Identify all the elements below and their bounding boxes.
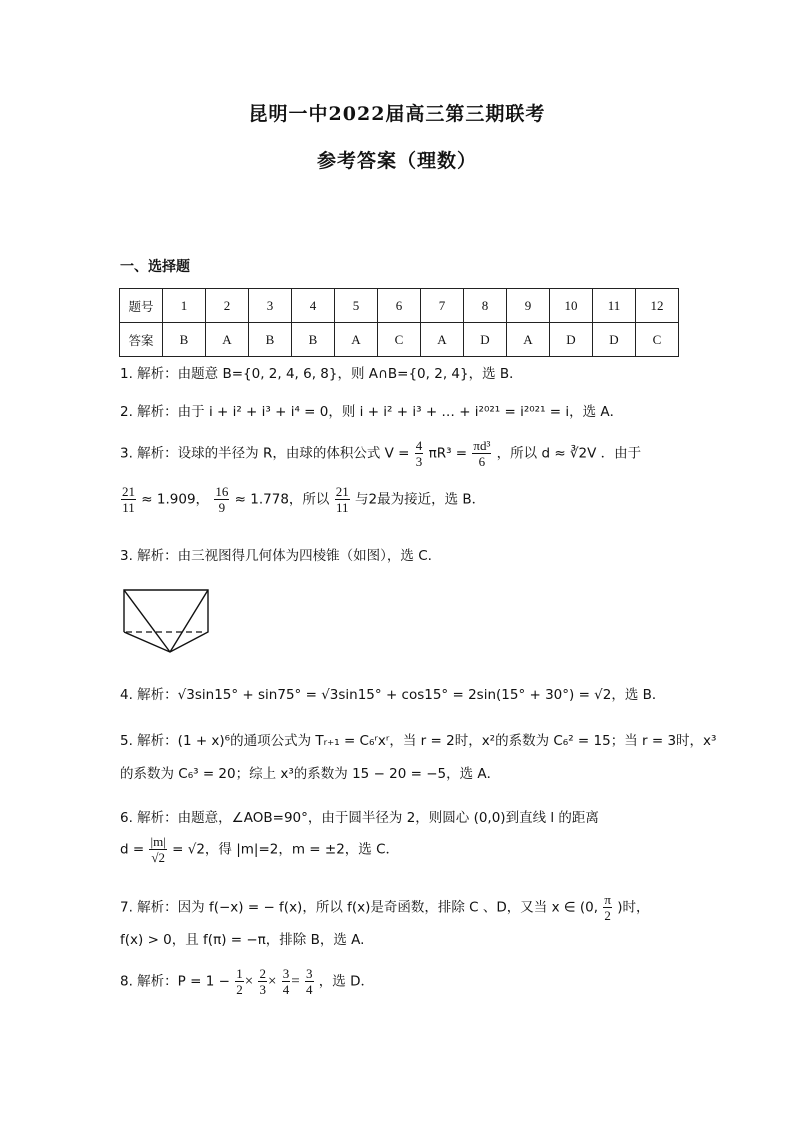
fraction-den: 2 [604, 908, 611, 923]
page-title: 昆明一中2022届高三第三期联考 [248, 103, 546, 125]
table-cell: 4 [292, 289, 335, 323]
solution-6: 6. 解析：由题意，∠AOB=90°，由于圆半径为 2，则圆心 (0,0)到直线 l 的距离 [120, 810, 599, 826]
fraction-num: 3 [282, 966, 290, 981]
solution-text: ≈ 1.909， [141, 491, 210, 508]
fraction [258, 966, 267, 997]
fraction-den: 6 [478, 454, 486, 469]
table-cell: C [636, 323, 679, 357]
fraction-num: π [604, 892, 611, 907]
fraction [214, 484, 229, 515]
solution-7-continued: f(x) > 0，且 f(π) = −π，排除 B，选 A. [120, 932, 365, 948]
solution-text: 3. 解析：设球的半径为 R，由球的体积公式 V = [120, 445, 410, 462]
solution-5-continued: 的系数为 C₆³ = 20；综上 x³的系数为 15 − 20 = −5，选 A． [120, 766, 501, 782]
fraction-num: 2 [259, 966, 266, 981]
solution-8: 8. 解析：P = 1 − $\frac{1}{2}$ × $\frac{2}{3}$ × $\frac{3}{4}$ = $\frac{3}{4}$ ，选 D． [120, 966, 374, 997]
section-heading: 一、选择题 [120, 259, 190, 275]
fraction-num: |m| [150, 834, 166, 849]
fraction [603, 892, 612, 923]
table-cell: C [378, 323, 421, 357]
table-cell: D [464, 323, 507, 357]
table-cell: B [163, 323, 206, 357]
table-cell: A [421, 323, 464, 357]
solution-2: 2. 解析：由于 i + i² + i³ + i⁴ = 0，则 i + i² + i³ + … + i²⁰²¹ = i²⁰²¹ = i，选 A． [120, 404, 624, 420]
table-cell: 10 [550, 289, 593, 323]
solution-text: ≈ 1.778，所以 [234, 491, 330, 508]
solution-3 [120, 438, 641, 469]
solution-3b: 3. 解析：由三视图得几何体为四棱锥（如图），选 C. [120, 548, 432, 564]
solution-text: = √2，得 |m|=2，m = ±2，选 C． [172, 841, 400, 858]
fraction [415, 438, 424, 469]
fraction [149, 834, 166, 865]
fraction-num: 4 [415, 438, 423, 453]
table-cell: 7 [421, 289, 464, 323]
solution-text: 与2最为接近，选 B． [355, 491, 486, 508]
solution-4: 4. 解析：√3sin15° + sin75° = √3sin15° + cos15° = 2sin(15° + 30°) = √2，选 B． [120, 687, 666, 703]
solution-3-continued [120, 484, 485, 515]
fraction-den: 9 [218, 500, 226, 515]
table-row-label: 题号 [120, 289, 163, 323]
fraction [472, 438, 491, 469]
fraction [282, 966, 291, 997]
table-cell: D [593, 323, 636, 357]
fraction-den: 3 [415, 454, 423, 469]
figure-outline [124, 590, 208, 652]
table-cell: D [550, 323, 593, 357]
fraction-num: πd³ [473, 438, 491, 453]
table-row [120, 289, 679, 323]
table-row-label: 答案 [120, 323, 163, 357]
solution-5: 5. 解析：(1 + x)⁶的通项公式为 Tᵣ₊₁ = C₆ʳxʳ，当 r = 2时，x²的系数为 C₆² = 15；当 r = 3时，x³ [120, 733, 717, 749]
fraction-den: 4 [282, 982, 290, 997]
solution-text: d = [120, 841, 145, 858]
fraction [335, 484, 350, 515]
fraction-num: 21 [122, 484, 135, 499]
fraction [121, 484, 136, 515]
table-cell: B [249, 323, 292, 357]
fraction-num: 1 [236, 966, 243, 981]
fraction [305, 966, 314, 997]
fraction-num: 3 [306, 966, 313, 981]
solution-text: 8. 解析：P = 1 − [120, 973, 230, 990]
pyramid-figure [118, 586, 214, 656]
table-cell: 3 [249, 289, 292, 323]
fraction-den: 11 [335, 500, 349, 515]
solution-text: ，所以 d ≈ ∛2V ．由于 [496, 445, 642, 462]
fraction-num: 21 [335, 484, 349, 499]
solution-7 [120, 892, 650, 923]
table-row [120, 323, 679, 357]
table-cell: 12 [636, 289, 679, 323]
fraction-den: 3 [259, 982, 266, 997]
fraction [235, 966, 244, 997]
table-cell: A [206, 323, 249, 357]
table-cell: B [292, 323, 335, 357]
table-cell: 9 [507, 289, 550, 323]
solution-text: 7. 解析：因为 f(−x) = − f(x)，所以 f(x)是奇函数，排除 C 、D，又当 x ∈ (0, [120, 899, 599, 916]
table-cell: 5 [335, 289, 378, 323]
table-cell: A [507, 323, 550, 357]
solution-1: 1. 解析：由题意 B={0, 2, 4, 6, 8}，则 A∩B={0, 2, 4}，选 B． [120, 366, 523, 382]
table-cell: 2 [206, 289, 249, 323]
fraction-den: 11 [122, 500, 135, 515]
fraction-den: 4 [306, 982, 313, 997]
solution-text: ，选 D． [318, 973, 374, 990]
table-cell: A [335, 323, 378, 357]
table-cell: 8 [464, 289, 507, 323]
solution-6-continued [120, 834, 399, 865]
solution-text: )时， [617, 899, 650, 916]
table-cell: 6 [378, 289, 421, 323]
solution-text: πR³ = [428, 445, 468, 462]
table-cell: 11 [593, 289, 636, 323]
fraction-den: 2 [236, 982, 243, 997]
fraction-num: 16 [215, 484, 229, 499]
page-subtitle: 参考答案（理数） [316, 150, 477, 172]
answer-table [119, 288, 679, 357]
fraction-den: √2 [151, 850, 165, 865]
table-cell: 1 [163, 289, 206, 323]
